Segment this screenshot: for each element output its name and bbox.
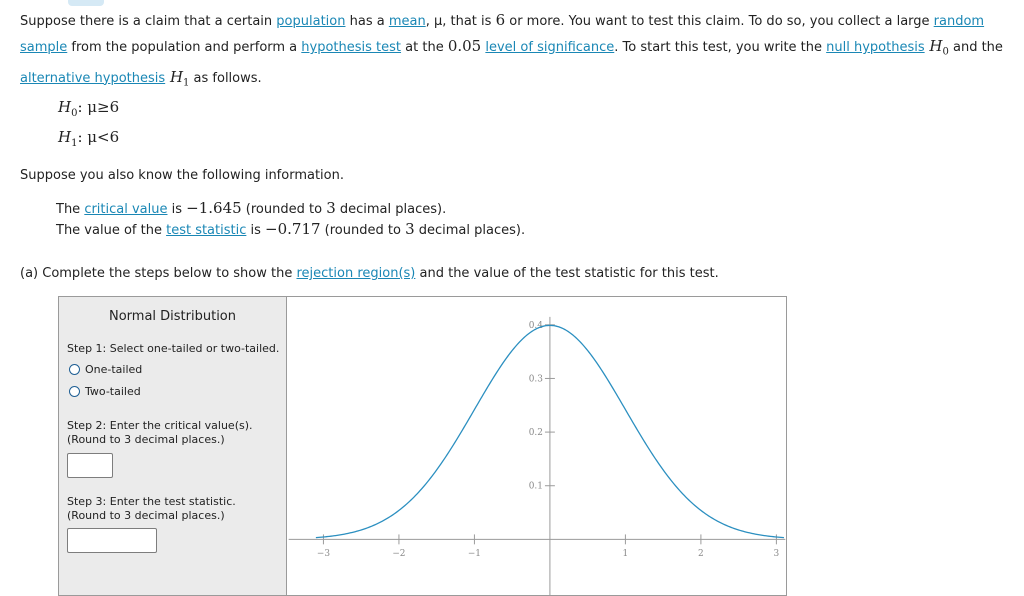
link-population[interactable]: population (276, 14, 346, 29)
test-statistic-info: The value of the test statistic is −0.717 (rounded to 3 decimal places). (56, 220, 526, 238)
y-tick-label: 0.2 (528, 428, 543, 439)
x-tick-label: 1 (622, 549, 629, 560)
one-tailed-option[interactable] (69, 363, 142, 376)
step3-label: Step 3: Enter the test statistic. (Round to 3 decimal places.) (67, 495, 236, 522)
two-tailed-option[interactable] (69, 385, 141, 398)
one-tailed-label: One-tailed (85, 363, 143, 376)
one-tailed-radio[interactable] (69, 364, 80, 375)
tool-control-panel (59, 297, 287, 595)
y-tick-label: 0.3 (528, 374, 543, 385)
normal-curve-plot[interactable] (287, 297, 787, 595)
normal-distribution-tool (58, 296, 787, 596)
two-tailed-label: Two-tailed (85, 385, 141, 398)
link-mean[interactable]: mean (388, 14, 426, 29)
y-tick-label: 0.4 (528, 320, 543, 331)
x-tick-label: −1 (467, 549, 482, 560)
link-hypothesis-test[interactable]: hypothesis test (301, 40, 402, 55)
alpha-value: 0.05 (447, 37, 482, 55)
test-statistic-input[interactable] (67, 528, 157, 553)
x-tick-label: −3 (316, 549, 331, 560)
x-tick-label: 3 (773, 549, 780, 560)
part-a-instructions: (a) Complete the steps below to show the rejection region(s) and the value of the test statistic for this test. (20, 266, 719, 281)
x-tick-label: 2 (698, 549, 704, 560)
step2-label: Step 2: Enter the critical value(s). (Round to 3 decimal places.) (67, 419, 253, 446)
link-test-statistic[interactable]: test statistic (166, 223, 247, 238)
link-rejection-regions[interactable]: rejection region(s) (296, 266, 416, 281)
top-tab-indicator (68, 0, 104, 6)
step1-label: Step 1: Select one-tailed or two-tailed. (67, 342, 280, 355)
link-null-hypothesis[interactable]: null hypothesis (826, 40, 925, 55)
link-alternative-hypothesis[interactable]: alternative hypothesis (20, 70, 166, 86)
critical-value-info: The critical value is −1.645 (rounded to 3 decimal places). (56, 199, 447, 217)
link-level-of-significance[interactable]: level of significance (485, 40, 615, 55)
x-tick-label: −2 (392, 549, 406, 560)
critical-value-input[interactable] (67, 453, 113, 478)
problem-statement: Suppose there is a claim that a certain population has a mean, μ, that is 6 or more. You want to test this claim. To do so, you collect a large random sample from the population and perform a hypothesis test at the 0.05 level of significance. To start this test, you write the null hypothesis $H_0$ and the alternative hypothesis $H_1$ as follows. (20, 11, 1003, 89)
alternative-hypothesis-statement: $H_1$: μ<6 (58, 128, 120, 149)
link-critical-value[interactable]: critical value (84, 202, 168, 217)
plot-axes (289, 317, 786, 595)
y-tick-label: 0.1 (528, 481, 543, 492)
claim-value: 6 (495, 11, 506, 29)
two-tailed-radio[interactable] (69, 386, 80, 397)
link-random-sample[interactable]: random sample (20, 14, 985, 55)
also-know-text: Suppose you also know the following information. (20, 168, 344, 183)
null-hypothesis-statement: $H_0$: μ≥6 (58, 98, 120, 119)
tool-title: Normal Distribution (108, 309, 236, 324)
